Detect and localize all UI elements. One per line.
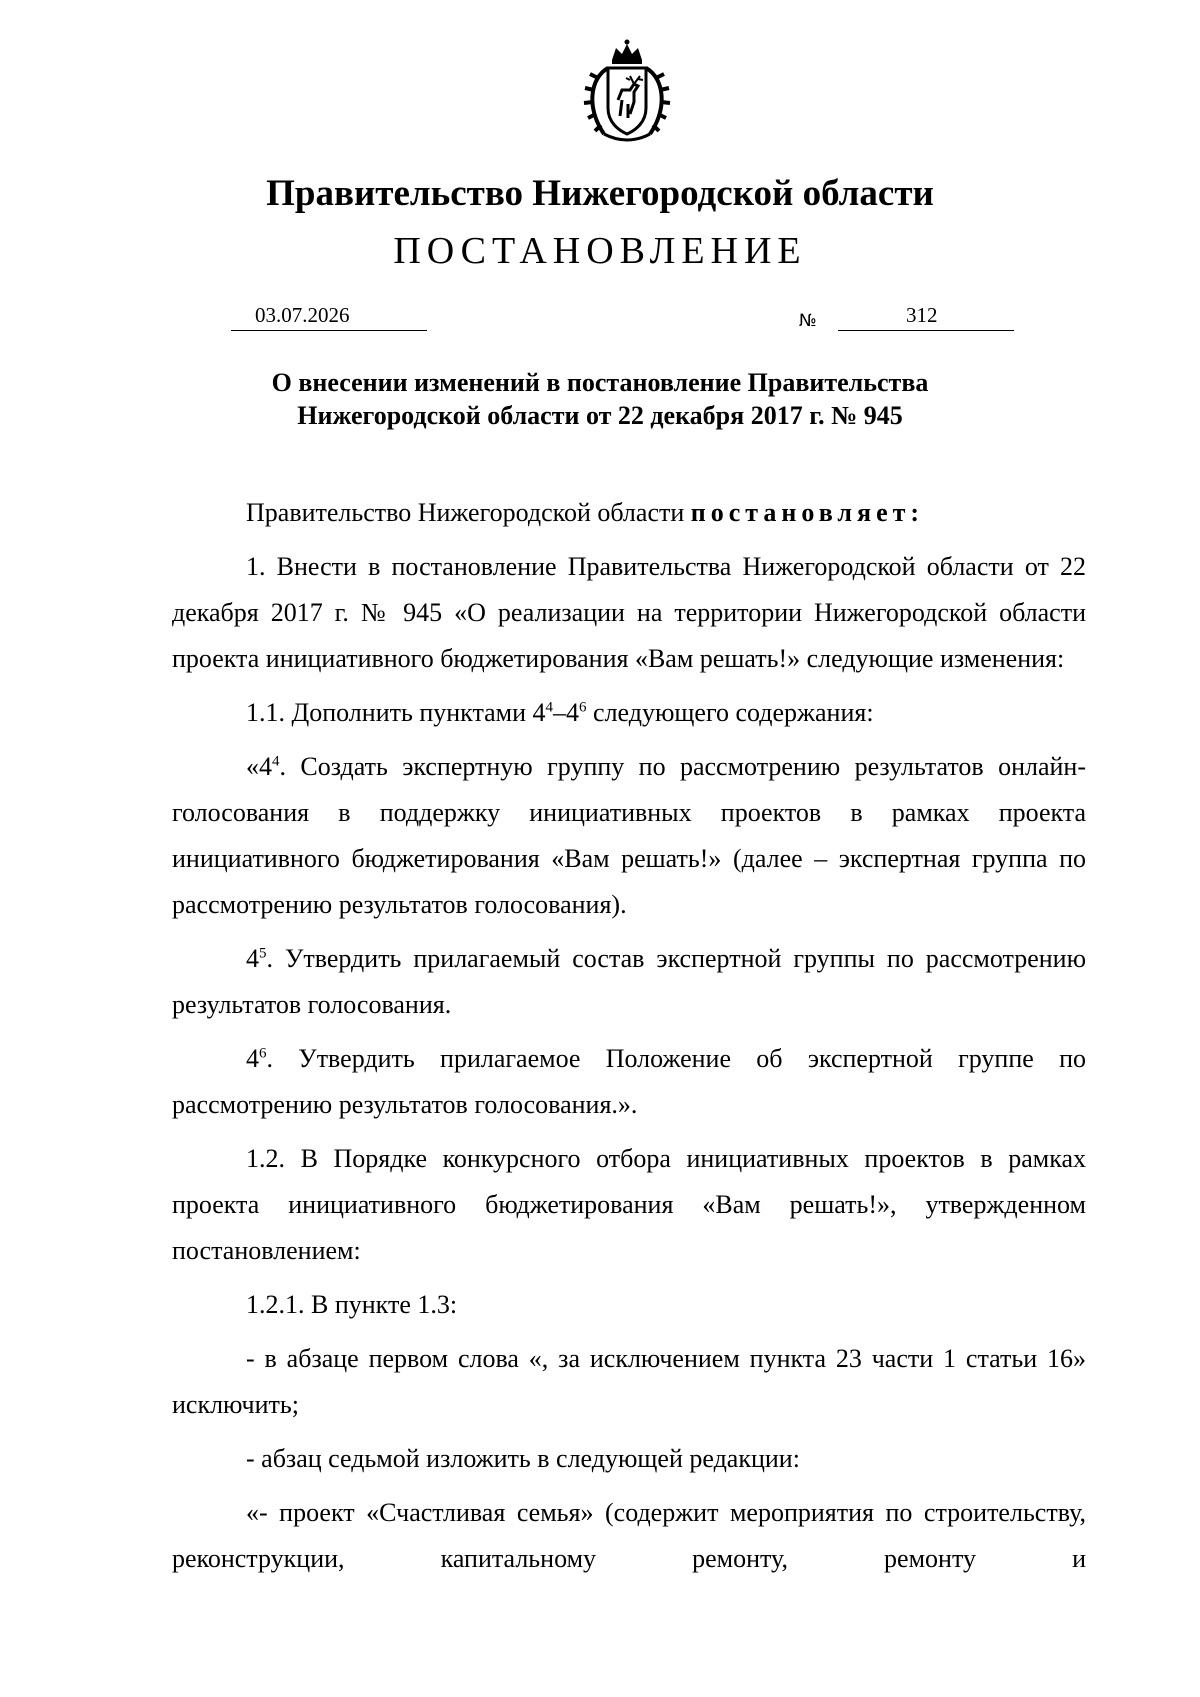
- paragraph-4-6: [172, 1036, 1086, 1128]
- organization-name: Правительство Нижегородской области: [266, 173, 934, 214]
- subject-line-2: Нижегородской области от 22 декабря 2017 г. № 945: [297, 401, 903, 430]
- preamble: [172, 490, 1086, 536]
- p46-text-a: 4: [246, 1044, 259, 1073]
- p45-text-b: . Утвердить прилагаемый состав экспертной группы по рассмотрению результатов голосования.: [172, 944, 1086, 1019]
- paragraph-1-1: [172, 690, 1086, 736]
- number-sign: №: [799, 311, 817, 331]
- subject-line-1: О внесении изменений в постановление Правительства: [271, 368, 929, 397]
- p44-text-a: «4: [246, 752, 272, 781]
- document-date: 03.07.2026: [255, 303, 350, 327]
- date-field: [231, 302, 427, 331]
- document-subject: [0, 366, 1200, 432]
- paragraph-1-2-1-a: - в абзаце первом слова «, за исключением пункта 23 части 1 статьи 16» исключить;: [172, 1344, 1086, 1419]
- paragraph-1-2-1: 1.2.1. В пункте 1.3:: [246, 1290, 458, 1319]
- p46-sup: 6: [259, 1045, 267, 1062]
- document-number: 312: [906, 303, 938, 327]
- paragraph-4-5: [172, 936, 1086, 1028]
- p45-text-a: 4: [246, 944, 259, 973]
- number-field: [838, 302, 1014, 331]
- p11-text-b: –4: [553, 698, 580, 727]
- paragraph-1: 1. Внести в постановление Правительства Нижегородской области от 22 декабря 2017 г. № 945 «О реализации на территории Нижегородской области проекта инициативного бюджетирования «Вам решать!» следующие изменения:: [172, 552, 1086, 673]
- document-type: ПОСТАНОВЛЕНИЕ: [393, 230, 807, 272]
- p46-text-b: . Утвердить прилагаемое Положение об экспертной группе по рассмотрению результатов голосования.».: [172, 1044, 1086, 1119]
- coat-of-arms-icon: [568, 38, 686, 148]
- preamble-keyword: постановляет:: [690, 498, 925, 527]
- p11-text-a: 1.1. Дополнить пунктами 4: [246, 698, 546, 727]
- paragraph-4-4: [172, 744, 1086, 928]
- preamble-text: Правительство Нижегородской области: [246, 498, 691, 527]
- p45-sup: 5: [259, 945, 267, 962]
- p44-text-b: . Создать экспертную группу по рассмотрению результатов онлайн-голосования в поддержку инициативных проектов в рамках проекта инициативного бюджетирования «Вам решать!» (далее – экспертная группа по рассмотрению результатов голосования).: [172, 752, 1086, 919]
- paragraph-1-2-1-c: «- проект «Счастливая семья» (содержит мероприятия по строительству, реконструкции, капитальному ремонту, ремонту и: [172, 1498, 1086, 1573]
- paragraph-1-2: 1.2. В Порядке конкурсного отбора инициативных проектов в рамках проекта инициативного бюджетирования «Вам решать!», утвержденном постановлением:: [172, 1144, 1086, 1265]
- p11-sup-1: 4: [545, 699, 554, 716]
- p44-sup: 4: [272, 753, 280, 770]
- document-body: [172, 490, 1086, 1590]
- p11-text-c: следующего содержания:: [586, 698, 874, 727]
- p11-sup-2: 6: [579, 699, 587, 716]
- paragraph-1-2-1-b: - абзац седьмой изложить в следующей редакции:: [246, 1444, 800, 1473]
